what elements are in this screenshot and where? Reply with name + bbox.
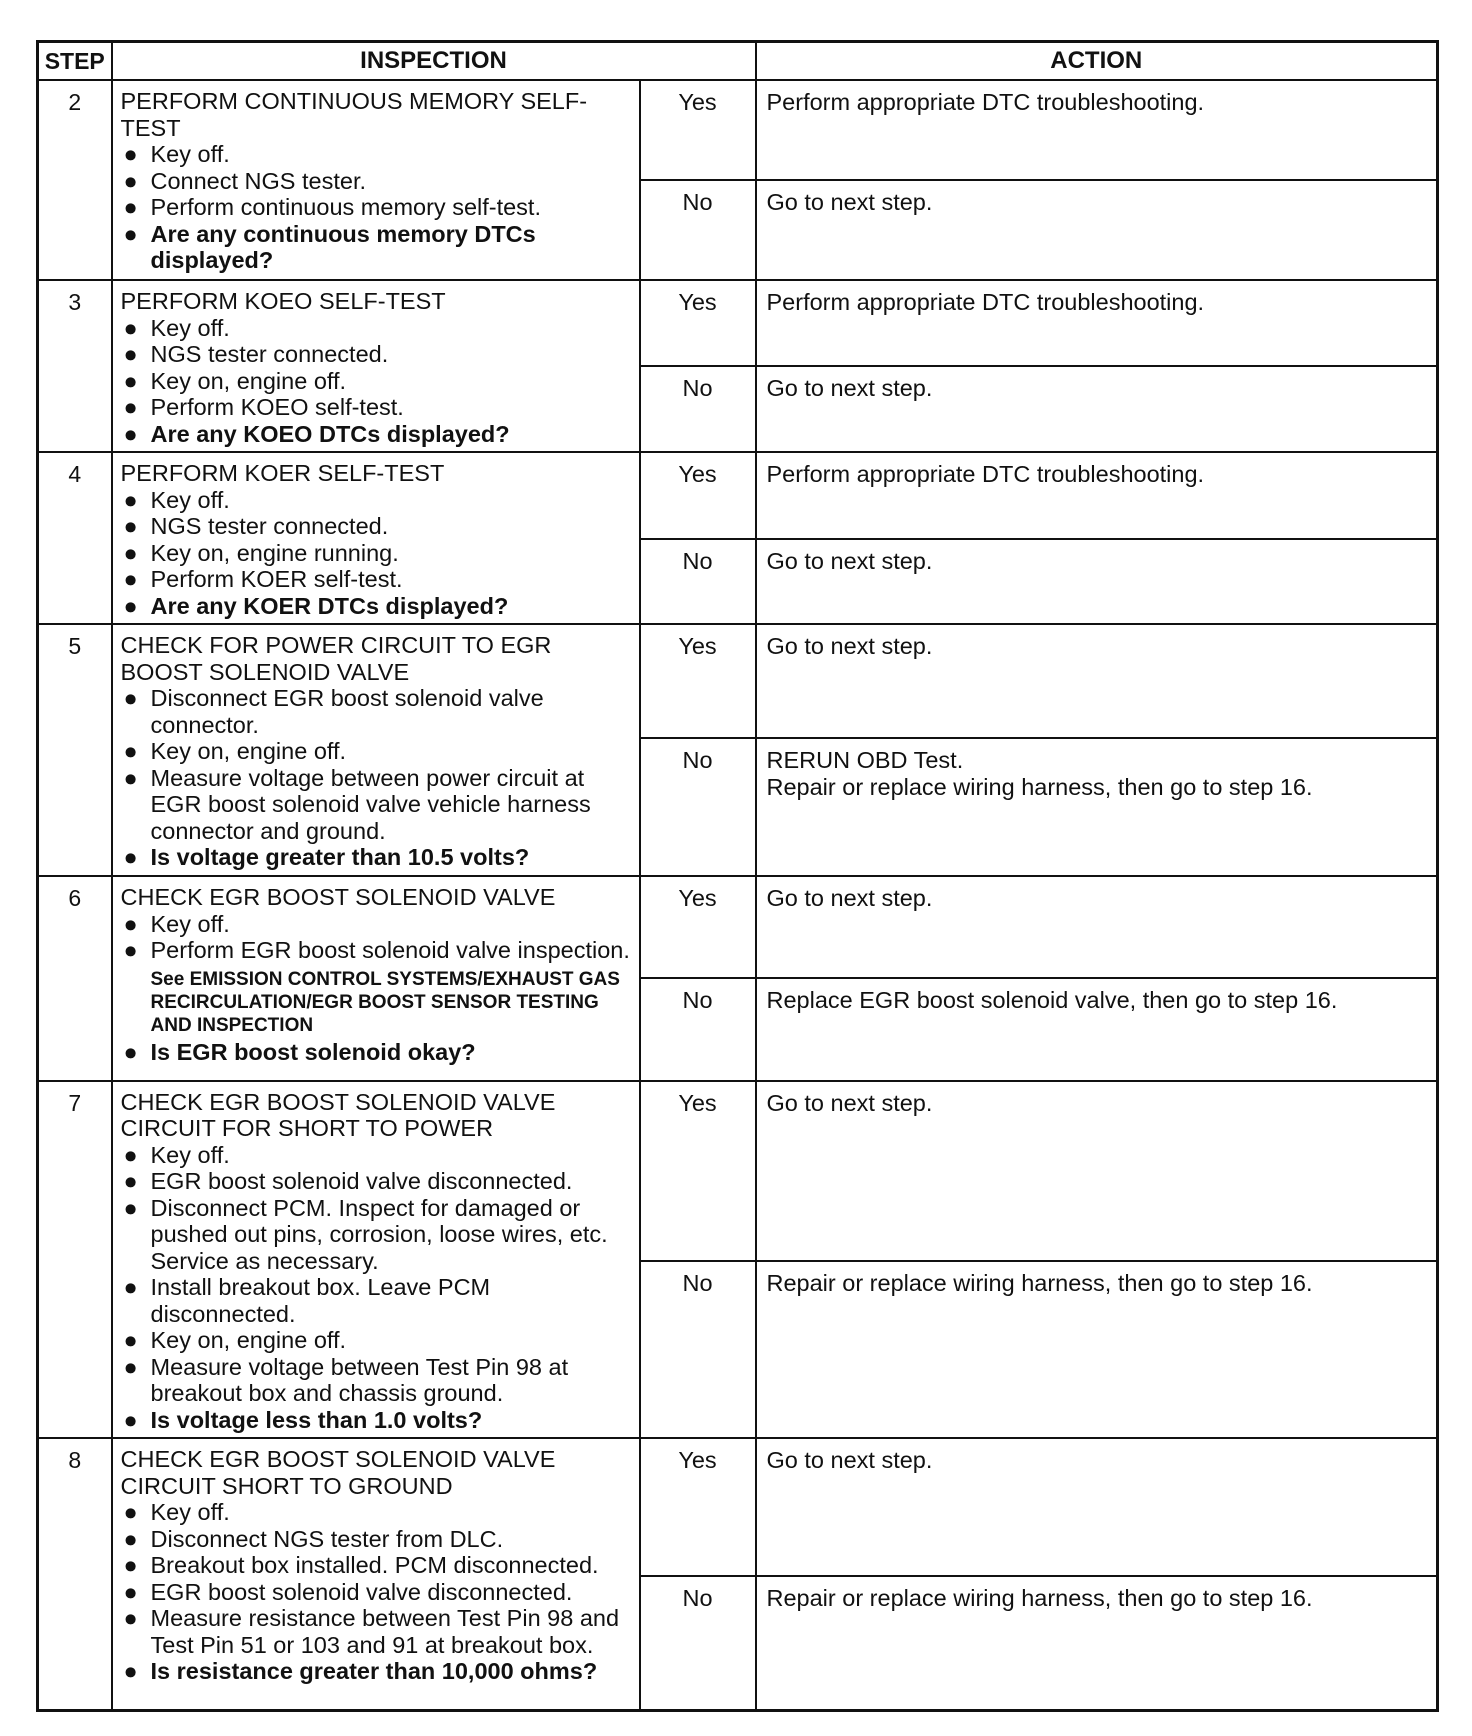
list-item: ● Key off. bbox=[123, 1141, 230, 1168]
inspection-question: ● Is resistance greater than 10,000 ohms? bbox=[123, 1658, 598, 1685]
list-item: ● Perform EGR boost solenoid valve inspection. bbox=[123, 937, 630, 964]
step-number: 4 bbox=[38, 452, 112, 624]
list-item: ● Key on, engine off. bbox=[123, 738, 347, 765]
step-4-yes-row bbox=[38, 452, 1438, 539]
step-7-yes-row bbox=[38, 1081, 1438, 1262]
step-number: 2 bbox=[38, 80, 112, 280]
inspection-header: INSPECTION bbox=[112, 42, 756, 81]
inspection-title: PERFORM CONTINUOUS MEMORY SELF-TEST bbox=[120, 88, 588, 141]
list-item: ● Perform KOEO self-test. bbox=[123, 394, 404, 421]
list-item: ● EGR boost solenoid valve disconnected. bbox=[123, 1168, 573, 1195]
list-item: ● Key off. bbox=[123, 141, 230, 167]
step-5-inspection bbox=[112, 624, 640, 876]
no-action-line-2: Repair or replace wiring harness, then go to step 16. bbox=[766, 774, 1313, 801]
no-label: No bbox=[640, 539, 756, 624]
inspection-list bbox=[121, 911, 633, 964]
inspection-list bbox=[121, 1039, 633, 1066]
step-2-yes-row bbox=[38, 80, 1438, 180]
list-item: ● Measure voltage between Test Pin 98 at breakout box and chassis ground. bbox=[123, 1353, 569, 1407]
reference-note: See EMISSION CONTROL SYSTEMS/EXHAUST GAS RECIRCULATION/EGR BOOST SENSOR TESTING AND INSPECTION bbox=[150, 968, 620, 1036]
list-item: ● Perform KOER self-test. bbox=[123, 566, 403, 593]
inspection-title: PERFORM KOEO SELF-TEST bbox=[120, 288, 446, 315]
step-2-inspection bbox=[112, 80, 640, 280]
yes-label: Yes bbox=[640, 624, 756, 738]
list-item: ● NGS tester connected. bbox=[123, 341, 389, 368]
no-action: Go to next step. bbox=[756, 539, 1438, 624]
inspection-question: ● Are any KOER DTCs displayed? bbox=[123, 592, 509, 619]
step-8-yes-row bbox=[38, 1438, 1438, 1576]
list-item: ● NGS tester connected. bbox=[123, 513, 389, 540]
inspection-list bbox=[121, 1499, 633, 1685]
list-item: ● Key off. bbox=[123, 910, 230, 937]
step-number: 3 bbox=[38, 280, 112, 452]
step-6-yes-row bbox=[38, 876, 1438, 978]
step-5-yes-row bbox=[38, 624, 1438, 738]
yes-label: Yes bbox=[640, 1438, 756, 1576]
inspection-title: CHECK EGR BOOST SOLENOID VALVE bbox=[120, 884, 556, 911]
yes-action: Go to next step. bbox=[756, 624, 1438, 738]
no-label: No bbox=[640, 738, 756, 876]
no-action-line-1: RERUN OBD Test. bbox=[766, 747, 964, 774]
no-action bbox=[756, 738, 1438, 876]
inspection-list bbox=[121, 685, 633, 871]
step-number: 8 bbox=[38, 1438, 112, 1710]
list-item: ● Key on, engine off. bbox=[123, 1327, 347, 1354]
step-header: STEP bbox=[38, 42, 112, 81]
yes-label: Yes bbox=[640, 80, 756, 180]
list-item: ● Measure voltage between power circuit at EGR boost solenoid valve vehicle harness connector and ground. bbox=[123, 764, 591, 844]
list-item: ● Install breakout box. Leave PCM disconnected. bbox=[123, 1274, 491, 1327]
yes-action: Perform appropriate DTC troubleshooting. bbox=[756, 280, 1438, 366]
inspection-question: ● Are any continuous memory DTCs displayed? bbox=[123, 220, 536, 273]
step-6-inspection bbox=[112, 876, 640, 1080]
inspection-list bbox=[121, 315, 633, 448]
step-number: 7 bbox=[38, 1081, 112, 1439]
inspection-title: CHECK EGR BOOST SOLENOID VALVE CIRCUIT FOR SHORT TO POWER bbox=[120, 1088, 556, 1142]
step-number: 6 bbox=[38, 876, 112, 1080]
no-label: No bbox=[640, 1576, 756, 1710]
list-item: ● EGR boost solenoid valve disconnected. bbox=[123, 1578, 573, 1605]
step-number: 5 bbox=[38, 624, 112, 876]
step-4-inspection bbox=[112, 452, 640, 624]
yes-action: Go to next step. bbox=[756, 1081, 1438, 1262]
no-action: Replace EGR boost solenoid valve, then go to step 16. bbox=[756, 978, 1438, 1080]
inspection-list bbox=[121, 487, 633, 620]
inspection-question: ● Is voltage less than 1.0 volts? bbox=[123, 1406, 483, 1433]
inspection-title: CHECK EGR BOOST SOLENOID VALVE CIRCUIT SHORT TO GROUND bbox=[120, 1446, 556, 1499]
list-item: ● Measure resistance between Test Pin 98 and Test Pin 51 or 103 and 91 at breakout box. bbox=[123, 1605, 620, 1658]
list-item: ● Key on, engine running. bbox=[123, 539, 399, 566]
no-action: Go to next step. bbox=[756, 366, 1438, 452]
list-item: ● Disconnect PCM. Inspect for damaged or pushed out pins, corrosion, loose wires, etc. Service as necessary. bbox=[123, 1194, 608, 1274]
step-3-yes-row bbox=[38, 280, 1438, 366]
inspection-title: CHECK FOR POWER CIRCUIT TO EGR BOOST SOLENOID VALVE bbox=[120, 632, 552, 685]
yes-action: Go to next step. bbox=[756, 1438, 1438, 1576]
list-item: ● Key off. bbox=[123, 1499, 230, 1526]
no-label: No bbox=[640, 1261, 756, 1438]
yes-label: Yes bbox=[640, 1081, 756, 1262]
yes-label: Yes bbox=[640, 280, 756, 366]
list-item: ● Key on, engine off. bbox=[123, 367, 347, 394]
list-item: ● Key off. bbox=[123, 314, 230, 341]
list-item: ● Connect NGS tester. bbox=[123, 167, 367, 194]
no-action: Repair or replace wiring harness, then go to step 16. bbox=[756, 1261, 1438, 1438]
inspection-question: ● Is voltage greater than 10.5 volts? bbox=[123, 844, 530, 871]
action-header: ACTION bbox=[756, 42, 1438, 81]
no-label: No bbox=[640, 978, 756, 1080]
yes-label: Yes bbox=[640, 452, 756, 539]
step-3-inspection bbox=[112, 280, 640, 452]
no-action: Repair or replace wiring harness, then go to step 16. bbox=[756, 1576, 1438, 1710]
yes-action: Perform appropriate DTC troubleshooting. bbox=[756, 452, 1438, 539]
list-item: ● Breakout box installed. PCM disconnected. bbox=[123, 1552, 599, 1579]
inspection-list bbox=[121, 1142, 633, 1434]
inspection-question: ● Are any KOEO DTCs displayed? bbox=[123, 420, 510, 447]
header-row bbox=[38, 42, 1438, 81]
yes-action: Go to next step. bbox=[756, 876, 1438, 978]
step-8-inspection bbox=[112, 1438, 640, 1710]
yes-action: Perform appropriate DTC troubleshooting. bbox=[756, 80, 1438, 180]
list-item: ● Disconnect NGS tester from DLC. bbox=[123, 1525, 504, 1552]
no-label: No bbox=[640, 366, 756, 452]
list-item: ● Perform continuous memory self-test. bbox=[123, 194, 541, 220]
list-item: ● Disconnect EGR boost solenoid valve connector. bbox=[123, 685, 544, 738]
inspection-list bbox=[121, 141, 633, 274]
inspection-question: ● Is EGR boost solenoid okay? bbox=[123, 1038, 476, 1065]
no-label: No bbox=[640, 180, 756, 280]
step-7-inspection bbox=[112, 1081, 640, 1439]
yes-label: Yes bbox=[640, 876, 756, 978]
troubleshooting-table bbox=[36, 40, 1439, 1712]
no-action: Go to next step. bbox=[756, 180, 1438, 280]
inspection-title: PERFORM KOER SELF-TEST bbox=[120, 460, 445, 487]
list-item: ● Key off. bbox=[123, 486, 230, 513]
